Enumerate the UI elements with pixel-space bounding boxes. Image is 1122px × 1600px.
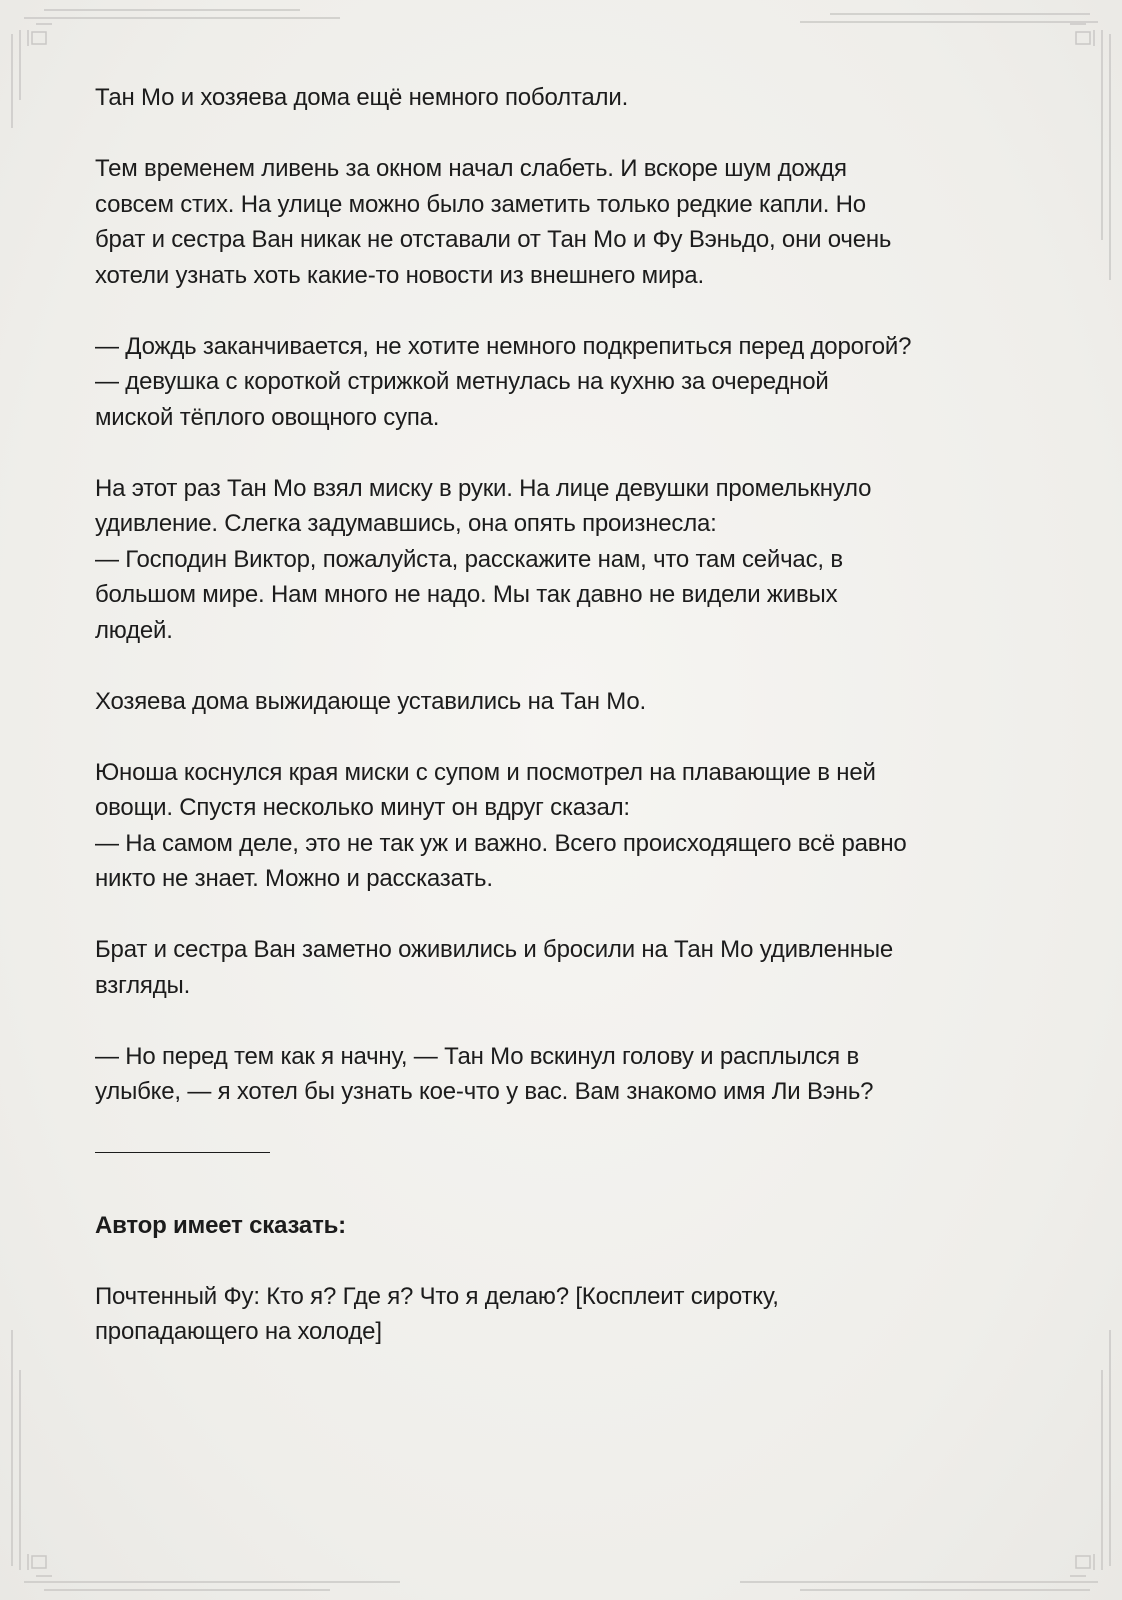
paragraph-7: [95, 932, 1035, 1003]
author-note-heading: Автор имеет сказать:: [95, 1211, 346, 1239]
text-line: Брат и сестра Ван заметно оживились и бросили на Тан Мо удивленные: [95, 936, 894, 963]
paragraph-1: [95, 80, 1035, 116]
text-line: — девушка с короткой стрижкой метнулась на кухню за очередной: [95, 368, 829, 395]
text-line: удивление. Слегка задумавшись, она опять произнесла:: [95, 510, 717, 537]
document-body: [95, 80, 1035, 1350]
text-line: Почтенный Фу: Кто я? Где я? Что я делаю? [Косплеит сиротку,: [95, 1282, 779, 1310]
section-divider: [95, 1152, 270, 1153]
text-line: большом мире. Нам много не надо. Мы так давно не видели живых: [95, 581, 838, 608]
text-line: — Господин Виктор, пожалуйста, расскажите нам, что там сейчас, в: [95, 545, 843, 573]
text-line: хотели узнать хоть какие-то новости из внешнего мира.: [95, 261, 704, 289]
paragraph-3: [95, 329, 1035, 436]
text-line: людей.: [95, 616, 173, 644]
text-line: взгляды.: [95, 971, 191, 999]
paragraph-8: [95, 1039, 1035, 1110]
text-line: брат и сестра Ван никак не отставали от Тан Мо и Фу Вэньдо, они очень: [95, 226, 892, 253]
text-line: Тан Мо и хозяева дома ещё немного поболтали.: [95, 84, 629, 111]
author-note-text: [95, 1279, 1035, 1350]
paragraph-2: [95, 151, 1035, 293]
paragraph-6: [95, 755, 1035, 897]
text-line: никто не знает. Можно и рассказать.: [95, 865, 493, 892]
text-line: совсем стих. На улице можно было заметить только редкие капли. Но: [95, 190, 866, 218]
text-line: пропадающего на холоде]: [95, 1318, 382, 1345]
text-line: На этот раз Тан Мо взял миску в руки. На лице девушки промелькнуло: [95, 474, 872, 502]
paragraph-4: [95, 471, 1035, 649]
text-line: Хозяева дома выжидающе уставились на Тан Мо.: [95, 687, 646, 715]
text-line: — На самом деле, это не так уж и важно. Всего происходящего всё равно: [95, 829, 907, 857]
text-line: Юноша коснулся края миски с супом и посмотрел на плавающие в ней: [95, 758, 876, 786]
text-line: — Но перед тем как я начну, — Тан Мо вскинул голову и расплылся в: [95, 1042, 859, 1070]
text-line: улыбке, — я хотел бы узнать кое-что у вас. Вам знакомо имя Ли Вэнь?: [95, 1078, 874, 1105]
paragraph-5: [95, 684, 1035, 720]
text-line: миской тёплого овощного супа.: [95, 403, 440, 431]
text-line: овощи. Спустя несколько минут он вдруг сказал:: [95, 794, 630, 821]
text-line: Тем временем ливень за окном начал слабеть. И вскоре шум дождя: [95, 155, 847, 182]
text-line: — Дождь заканчивается, не хотите немного подкрепиться перед дорогой?: [95, 332, 912, 360]
